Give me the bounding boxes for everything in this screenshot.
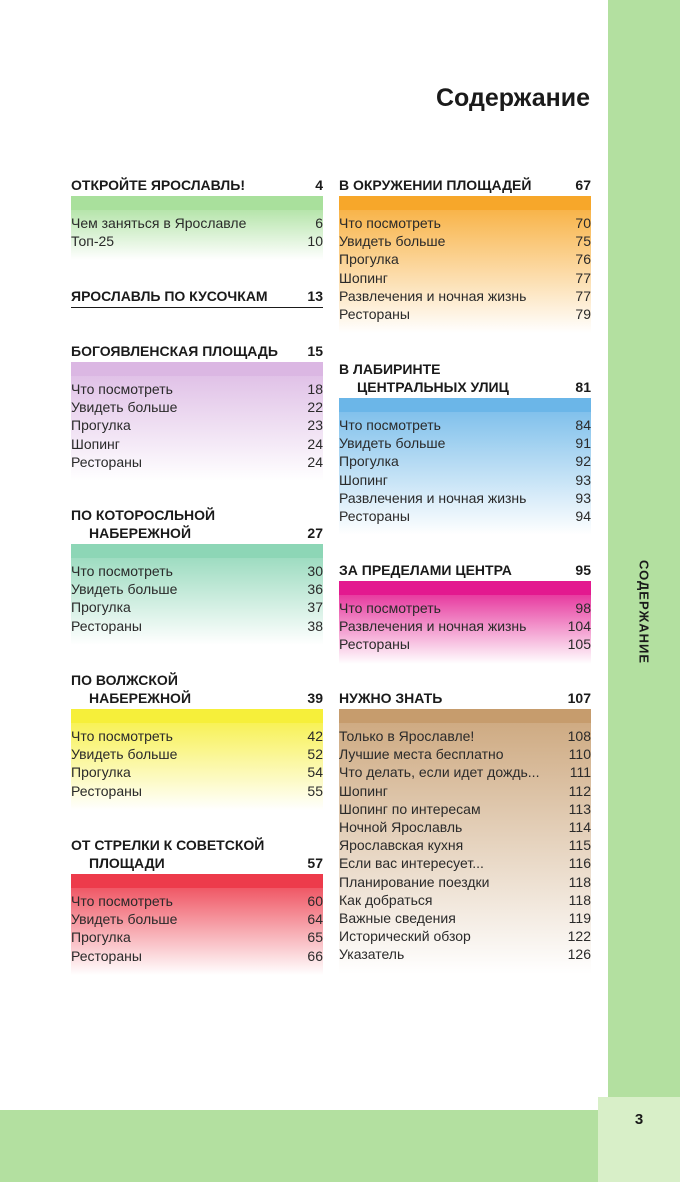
entry-label: Планирование поездки — [339, 873, 490, 890]
entry-label: Шопинг по интересам — [339, 800, 481, 817]
entry-page-number: 98 — [575, 600, 591, 616]
section-entries — [339, 210, 591, 333]
section-subtitle: НАБЕРЕЖНОЙ — [89, 690, 192, 706]
toc-entry — [71, 580, 323, 598]
toc-entry — [339, 507, 591, 525]
toc-entry — [339, 416, 591, 434]
section-title-block — [71, 287, 268, 305]
entry-label: Увидеть больше — [71, 911, 178, 928]
entry-label: Указатель — [339, 946, 405, 963]
entry-page-number: 122 — [567, 928, 591, 945]
section-subtitle: ПЛОЩАДИ — [89, 855, 165, 871]
page-number: 3 — [634, 1111, 644, 1128]
entry-page-number: 118 — [568, 891, 591, 908]
entry-page-number: 108 — [567, 728, 591, 744]
entry-page-number: 112 — [568, 782, 591, 799]
section-page-number: 15 — [307, 343, 323, 359]
toc-entry — [339, 836, 591, 854]
section-heading — [339, 360, 591, 396]
section-heading — [71, 836, 323, 872]
entry-label: Что делать, если идет дождь... — [339, 764, 540, 781]
entry-label: Прогулка — [71, 764, 131, 781]
entry-label: Ярославская кухня — [339, 837, 464, 854]
section-title: ПО ВОЛЖСКОЙ — [71, 672, 178, 688]
entry-page-number: 22 — [307, 399, 323, 416]
entry-label: Чем заняться в Ярославле — [71, 215, 247, 231]
toc-entry — [339, 305, 591, 323]
entry-page-number: 24 — [307, 435, 323, 452]
entry-label: Как добраться — [339, 891, 433, 908]
section-entries — [71, 723, 323, 810]
entry-page-number: 66 — [307, 947, 323, 964]
entry-label: Если вас интересует... — [339, 855, 484, 872]
entry-page-number: 36 — [307, 581, 323, 598]
entry-page-number: 93 — [575, 489, 591, 506]
toc-entry — [71, 416, 323, 434]
entry-page-number: 30 — [307, 563, 323, 579]
toc-entry — [339, 945, 591, 963]
toc-entry — [339, 452, 591, 470]
toc-entry — [339, 635, 591, 653]
section-title: ОТ СТРЕЛКИ К СОВЕТСКОЙ — [71, 837, 265, 853]
section-page-number: 107 — [567, 690, 591, 706]
entry-label: Рестораны — [339, 636, 410, 653]
entry-label: Топ-25 — [71, 233, 115, 250]
section-heading — [339, 176, 591, 194]
entry-page-number: 65 — [307, 929, 323, 946]
entry-label: Увидеть больше — [339, 435, 446, 452]
section-color-band — [71, 709, 323, 723]
entry-label: Что посмотреть — [71, 563, 173, 579]
section-subtitle: ЦЕНТРАЛЬНЫХ УЛИЦ — [357, 379, 509, 395]
section-title: БОГОЯВЛЕНСКАЯ ПЛОЩАДЬ — [71, 343, 278, 359]
section-title-block — [71, 836, 264, 872]
section-page-number: 13 — [307, 288, 323, 304]
entry-label: Что посмотреть — [71, 893, 173, 909]
entry-label: Прогулка — [71, 417, 131, 434]
entry-page-number: 92 — [575, 453, 591, 470]
section-entries — [71, 888, 323, 975]
toc-entry — [339, 891, 591, 909]
toc-entry — [71, 562, 323, 580]
section-entries — [71, 376, 323, 481]
toc-entry — [339, 599, 591, 617]
section-color-band — [339, 196, 591, 210]
entry-page-number: 104 — [567, 618, 591, 635]
toc-entry — [71, 763, 323, 781]
entry-page-number: 60 — [307, 893, 323, 909]
toc-section-s7 — [339, 176, 591, 333]
toc-entry — [71, 782, 323, 800]
section-title: НУЖНО ЗНАТЬ — [339, 690, 443, 706]
entry-page-number: 118 — [568, 873, 591, 890]
toc-section-s1 — [71, 176, 323, 260]
entry-page-number: 42 — [307, 728, 323, 744]
toc-entry — [339, 434, 591, 452]
entry-label: Ночной Ярославль — [339, 819, 463, 836]
entry-page-number: 37 — [307, 599, 323, 616]
entry-page-number: 119 — [568, 910, 591, 927]
section-title-block — [339, 689, 442, 707]
toc-entry — [71, 928, 323, 946]
entry-label: Прогулка — [71, 929, 131, 946]
section-color-band — [71, 544, 323, 558]
toc-entry — [339, 214, 591, 232]
entry-page-number: 24 — [307, 453, 323, 470]
toc-entry — [339, 782, 591, 800]
entry-label: Исторический обзор — [339, 928, 471, 945]
section-entries — [339, 595, 591, 664]
entry-label: Рестораны — [339, 508, 410, 525]
toc-entry — [339, 873, 591, 891]
toc-entry — [71, 727, 323, 745]
entry-label: Рестораны — [71, 617, 142, 634]
section-entries — [339, 412, 591, 535]
toc-entry — [339, 927, 591, 945]
entry-page-number: 114 — [568, 819, 591, 836]
section-color-band — [339, 398, 591, 412]
entry-label: Рестораны — [339, 306, 410, 323]
toc-entry — [71, 232, 323, 250]
entry-page-number: 116 — [568, 855, 591, 872]
toc-section-s5 — [71, 671, 323, 810]
toc-section-s2 — [71, 287, 323, 308]
entry-label: Развлечения и ночная жизнь — [339, 618, 527, 635]
entry-label: Развлечения и ночная жизнь — [339, 287, 527, 304]
section-title: ОТКРОЙТЕ ЯРОСЛАВЛЬ! — [71, 177, 245, 193]
section-page-number: 27 — [307, 525, 323, 541]
section-color-band — [71, 196, 323, 210]
entry-page-number: 75 — [575, 233, 591, 250]
section-color-band — [339, 581, 591, 595]
entry-page-number: 70 — [575, 215, 591, 231]
entry-label: Увидеть больше — [71, 581, 178, 598]
entry-page-number: 18 — [307, 381, 323, 397]
entry-page-number: 84 — [575, 417, 591, 433]
toc-section-s9 — [339, 561, 591, 664]
entry-page-number: 126 — [567, 946, 591, 963]
section-heading — [71, 671, 323, 707]
entry-label: Прогулка — [71, 599, 131, 616]
entry-page-number: 54 — [307, 764, 323, 781]
toc-entry — [339, 269, 591, 287]
section-color-band — [339, 709, 591, 723]
side-label: СОДЕРЖАНИЕ — [636, 560, 652, 664]
page-number-box — [598, 1097, 680, 1182]
toc-entry — [71, 910, 323, 928]
toc-entry — [71, 745, 323, 763]
entry-page-number: 79 — [575, 306, 591, 323]
toc-section-s3 — [71, 342, 323, 481]
entry-label: Развлечения и ночная жизнь — [339, 489, 527, 506]
section-entries — [71, 210, 323, 260]
entry-label: Прогулка — [339, 453, 399, 470]
entry-page-number: 64 — [307, 911, 323, 928]
entry-page-number: 23 — [307, 417, 323, 434]
toc-entry — [339, 617, 591, 635]
toc-section-s8 — [339, 360, 591, 535]
toc-entry — [339, 727, 591, 745]
toc-entry — [339, 763, 591, 781]
entry-label: Важные сведения — [339, 910, 456, 927]
entry-page-number: 91 — [575, 435, 591, 452]
section-heading — [71, 342, 323, 360]
entry-label: Что посмотреть — [339, 215, 441, 231]
section-entries — [339, 723, 591, 974]
entry-page-number: 77 — [575, 287, 591, 304]
toc-entry — [339, 489, 591, 507]
entry-label: Только в Ярославле! — [339, 728, 475, 744]
section-heading — [71, 287, 323, 308]
section-entries — [71, 558, 323, 645]
toc-entry — [71, 435, 323, 453]
entry-page-number: 110 — [568, 746, 591, 763]
toc-entry — [71, 892, 323, 910]
bottom-band — [0, 1110, 680, 1182]
entry-page-number: 10 — [307, 233, 323, 250]
toc-entry — [339, 471, 591, 489]
entry-page-number: 105 — [567, 636, 591, 653]
section-color-band — [71, 362, 323, 376]
section-title-block — [71, 506, 215, 542]
toc-entry — [339, 909, 591, 927]
section-page-number: 81 — [575, 379, 591, 395]
section-title: ПО КОТОРОСЛЬНОЙ — [71, 507, 216, 523]
entry-label: Рестораны — [71, 947, 142, 964]
section-heading — [71, 176, 323, 194]
entry-label: Увидеть больше — [339, 233, 446, 250]
entry-page-number: 111 — [569, 764, 591, 781]
toc-entry — [339, 287, 591, 305]
toc-section-s10 — [339, 689, 591, 974]
toc-entry — [71, 453, 323, 471]
entry-page-number: 38 — [307, 617, 323, 634]
entry-label: Что посмотреть — [339, 417, 441, 433]
section-heading — [339, 561, 591, 579]
section-page-number: 57 — [307, 855, 323, 871]
section-title-block — [71, 176, 245, 194]
page-title: Содержание — [435, 84, 590, 112]
entry-page-number: 52 — [307, 746, 323, 763]
entry-label: Что посмотреть — [71, 728, 173, 744]
section-title: В ЛАБИРИНТЕ — [339, 361, 441, 377]
side-strip — [608, 0, 680, 1110]
entry-page-number: 94 — [575, 508, 591, 525]
section-page-number: 4 — [315, 177, 323, 193]
entry-label: Рестораны — [71, 453, 142, 470]
entry-label: Увидеть больше — [71, 746, 178, 763]
toc-entry — [339, 818, 591, 836]
toc-entry — [71, 214, 323, 232]
entry-label: Увидеть больше — [71, 399, 178, 416]
section-title-block — [71, 342, 278, 360]
section-title-block — [71, 671, 191, 707]
entry-page-number: 55 — [307, 782, 323, 799]
toc-entry — [339, 232, 591, 250]
section-title: ЗА ПРЕДЕЛАМИ ЦЕНТРА — [339, 562, 512, 578]
toc-entry — [339, 854, 591, 872]
entry-label: Шопинг — [339, 471, 388, 488]
entry-label: Рестораны — [71, 782, 142, 799]
toc-entry — [71, 398, 323, 416]
entry-label: Что посмотреть — [71, 381, 173, 397]
entry-page-number: 76 — [575, 251, 591, 268]
section-page-number: 39 — [307, 690, 323, 706]
entry-label: Шопинг — [71, 435, 120, 452]
entry-page-number: 113 — [568, 800, 591, 817]
section-title: ЯРОСЛАВЛЬ ПО КУСОЧКАМ — [71, 288, 268, 304]
section-title-block — [339, 176, 531, 194]
entry-page-number: 93 — [575, 471, 591, 488]
entry-label: Шопинг — [339, 269, 388, 286]
toc-section-s4 — [71, 506, 323, 645]
section-page-number: 95 — [575, 562, 591, 578]
entry-page-number: 115 — [568, 837, 591, 854]
section-page-number: 67 — [575, 177, 591, 193]
entry-label: Шопинг — [339, 782, 388, 799]
section-title-block — [339, 360, 509, 396]
toc-entry — [339, 250, 591, 268]
section-heading — [339, 689, 591, 707]
entry-page-number: 77 — [575, 269, 591, 286]
section-color-band — [71, 874, 323, 888]
toc-entry — [71, 598, 323, 616]
section-subtitle: НАБЕРЕЖНОЙ — [89, 525, 192, 541]
toc-entry — [339, 745, 591, 763]
toc-entry — [71, 380, 323, 398]
toc-entry — [71, 947, 323, 965]
entry-page-number: 6 — [315, 215, 323, 231]
entry-label: Лучшие места бесплатно — [339, 746, 504, 763]
toc-entry — [71, 617, 323, 635]
toc-entry — [339, 800, 591, 818]
section-heading — [71, 506, 323, 542]
section-title-block — [339, 561, 512, 579]
section-title: В ОКРУЖЕНИИ ПЛОЩАДЕЙ — [339, 177, 532, 193]
entry-label: Прогулка — [339, 251, 399, 268]
entry-label: Что посмотреть — [339, 600, 441, 616]
toc-section-s6 — [71, 836, 323, 975]
